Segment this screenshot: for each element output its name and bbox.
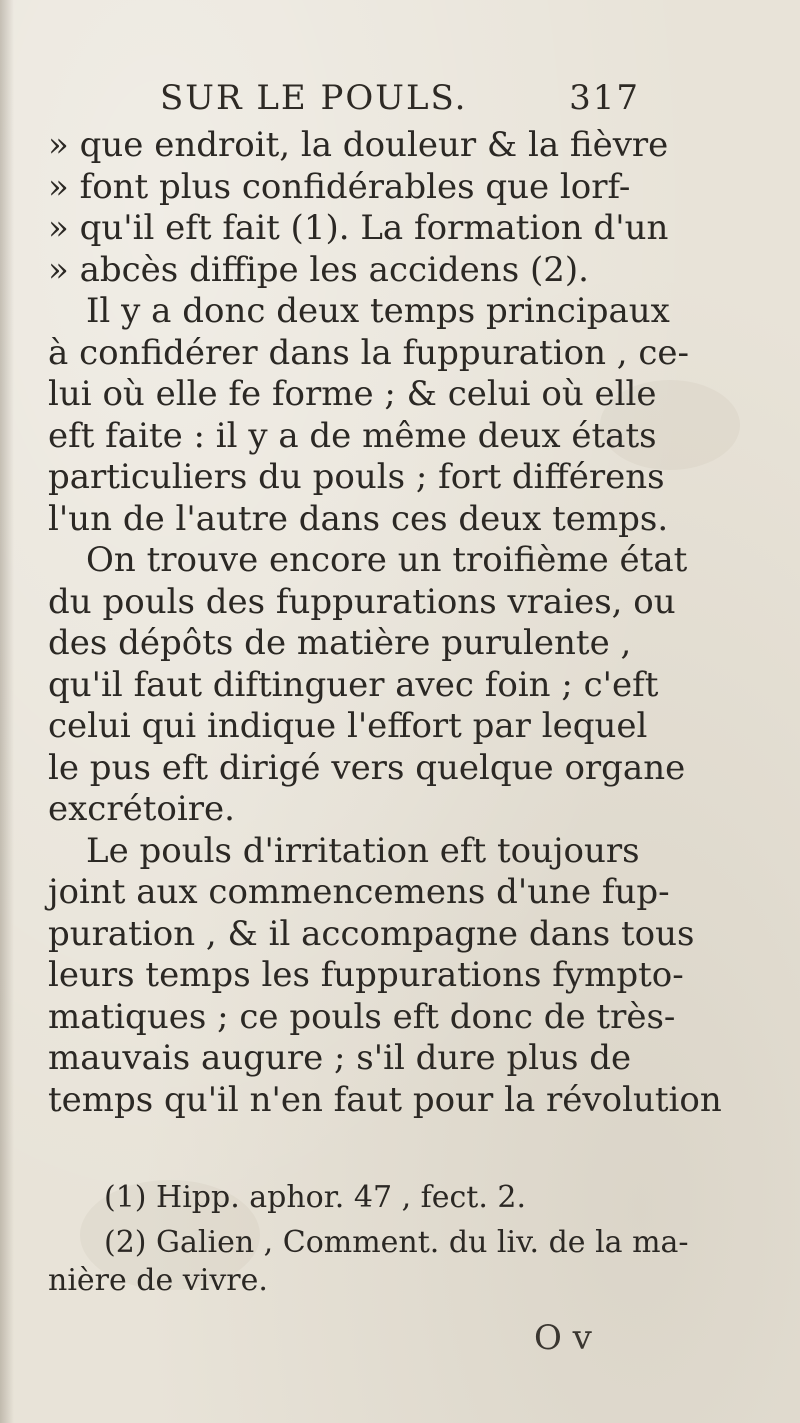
text-line: temps qu'il n'en faut pour la révolution	[48, 1079, 722, 1120]
footnote-line: nière de vivre.	[48, 1263, 268, 1298]
text-line: » abcès diffipe les accidens (2).	[48, 249, 589, 290]
text-line: du pouls des fuppurations vraies, ou	[48, 581, 676, 622]
footnote-line: (2) Galien , Comment. du liv. de la ma-	[104, 1225, 689, 1260]
text-line: Il y a donc deux temps principaux	[86, 291, 670, 331]
text-line: » qu'il eft fait (1). La formation d'un	[48, 208, 669, 248]
text-line: l'un de l'autre dans ces deux temps.	[48, 498, 669, 539]
text-line: particuliers du pouls ; fort différens	[48, 457, 665, 497]
text-line: celui qui indique l'effort par lequel	[48, 706, 648, 746]
text-line: eft faite : il y a de même deux états	[48, 415, 657, 456]
text-line: » que endroit, la douleur & la fièvre	[48, 125, 669, 165]
text-line: mauvais augure ; s'il dure plus de	[48, 1038, 632, 1078]
text-line: Le pouls d'irritation eft toujours	[86, 830, 640, 871]
text-line: joint aux commencemens d'une fup-	[48, 872, 670, 912]
text-line: On trouve encore un troifième état	[86, 540, 688, 580]
text-line: qu'il faut diftinguer avec foin ; c'eft	[48, 664, 659, 705]
page-gutter-shadow	[0, 0, 14, 1423]
text-line: puration , & il accompagne dans tous	[48, 913, 695, 954]
text-line: matiques ; ce pouls eft donc de très-	[48, 996, 676, 1037]
text-line: excrétoire.	[48, 789, 235, 829]
running-title: SUR LE POULS.	[160, 78, 468, 118]
page-number: 317	[569, 78, 640, 118]
text-line: » font plus confidérables que lorf-	[48, 166, 631, 207]
text-line: des dépôts de matière purulente ,	[48, 623, 632, 663]
text-line: à confidérer dans la fuppuration , ce-	[48, 332, 690, 373]
text-line: leurs temps les fuppurations fympto-	[48, 955, 684, 995]
text-line: lui où elle fe forme ; & celui où elle	[48, 374, 657, 414]
footnote-line: (1) Hipp. aphor. 47 , fect. 2.	[104, 1180, 527, 1215]
text-line: le pus eft dirigé vers quelque organe	[48, 747, 686, 788]
catchword: O v	[534, 1318, 592, 1358]
